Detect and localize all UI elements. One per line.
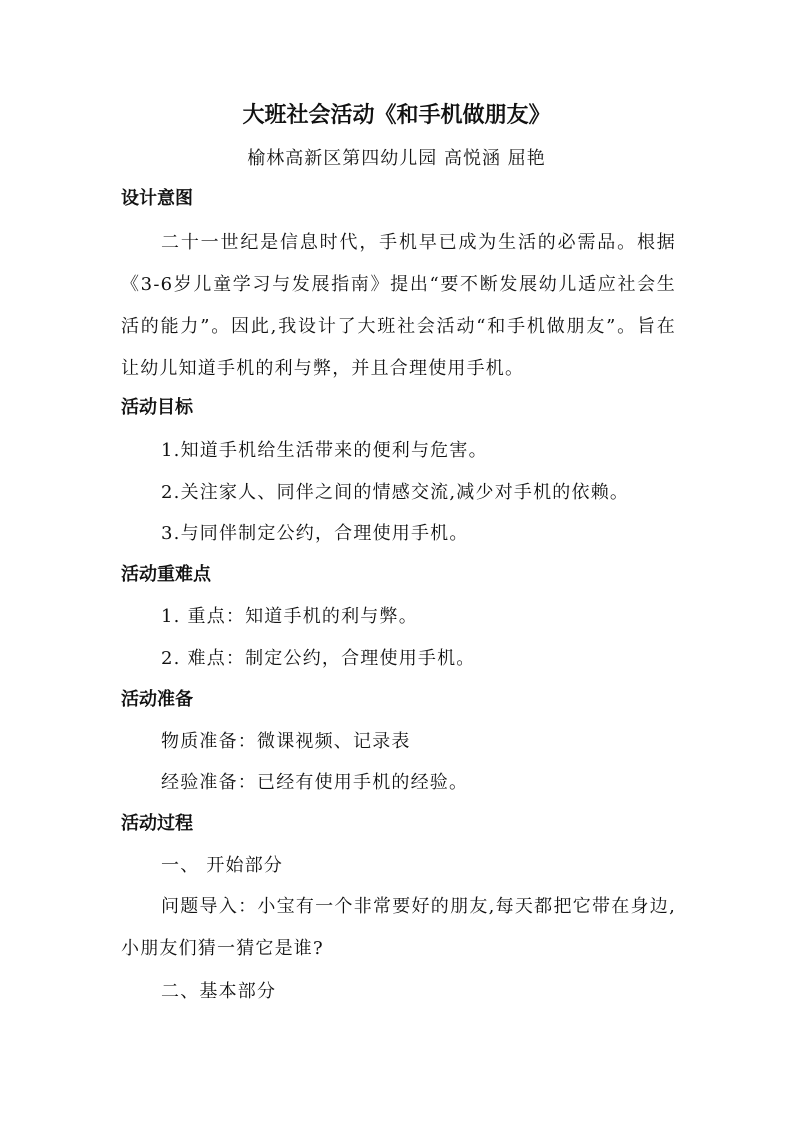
heading-goals: 活动目标	[121, 397, 193, 418]
author-line: 榆林高新区第四幼儿园 高悦涵 屈艳	[247, 148, 546, 169]
heading-process: 活动过程	[121, 813, 193, 834]
key-point-item-2: 2. 难点：制定公约，合理使用手机。	[161, 648, 476, 669]
paragraph-design-intent: 二十一世纪是信息时代，手机早已成为生活的必需品。根据《3-6岁儿童学习与发展指南》提出“要不断发展幼儿适应社会生活的能力”。因此,我设计了大班社会活动“和手机做朋友”。旨在让幼儿知道手机的利与弊，并且合理使用手机。	[121, 232, 676, 379]
process-question: 问题导入：小宝有一个非常要好的朋友,每天都把它带在身边,小朋友们猜一猜它是谁?	[121, 896, 676, 959]
process-part-1: 一、 开始部分	[161, 855, 284, 876]
heading-design-intent: 设计意图	[121, 188, 193, 209]
heading-preparation: 活动准备	[121, 689, 193, 710]
key-point-item-1: 1. 重点：知道手机的利与弊。	[161, 606, 418, 627]
process-part-2: 二、基本部分	[161, 981, 277, 1002]
preparation-item-2: 经验准备：已经有使用手机的经验。	[161, 772, 469, 793]
goal-item-2: 2.关注家人、同伴之间的情感交流,减少对手机的依赖。	[161, 482, 630, 503]
heading-key-points: 活动重难点	[121, 564, 211, 585]
preparation-item-1: 物质准备：微课视频、记录表	[161, 731, 411, 752]
goal-item-1: 1.知道手机给生活带来的便利与危害。	[161, 440, 488, 461]
goal-item-3: 3.与同伴制定公约，合理使用手机。	[161, 523, 469, 544]
document-title: 大班社会活动《和手机做朋友》	[242, 103, 551, 128]
